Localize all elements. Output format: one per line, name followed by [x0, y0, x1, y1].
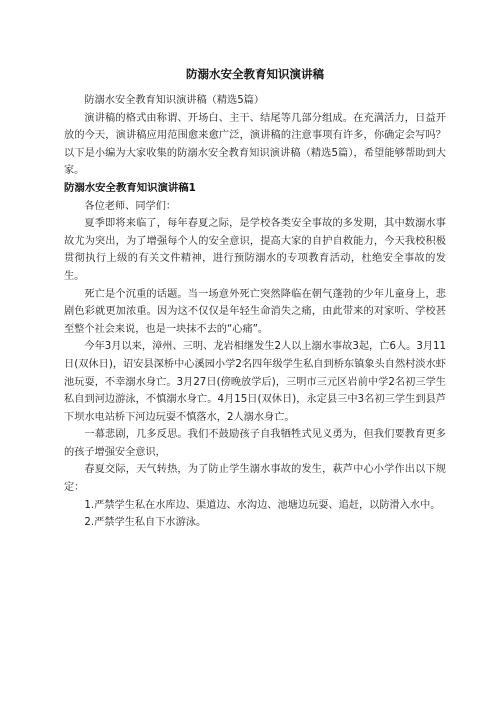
- body-paragraph: 夏季即将来临了，每年春夏之际，是学校各类安全事故的多发期，其中数溺水事故尤为突出，为了增强每个人的安全意识，提高大家的自护自救能力，今天我校积极贯彻执行上级的有关文件精神，进行预防溺水的专项教育活动，杜绝安全事故的发生。: [64, 218, 446, 282]
- rule-item: 1.严禁学生私在水库边、渠道边、水沟边、池塘边玩耍、追赶，以防滑入水中。: [84, 499, 441, 511]
- intro-paragraph: 演讲稿的格式由称谓、开场白、主干、结尾等几部分组成。在充满活力，日益开放的今天，演讲稿应用范围愈来愈广泛，演讲稿的注意事项有许多，你确定会写吗？以下是小编为大家收集的防溺水安全教育知识演讲稿（精选5篇），希望能够帮助到大家。: [64, 112, 446, 177]
- greeting-paragraph: 各位老师、同学们：: [84, 200, 177, 212]
- body-paragraph: 今年3月以来，漳州、三明、龙岩相继发生2人以上溺水事故3起，亡6人。3月11日(双休日)，诏安县深桥中心溪园小学2名四年级学生私自到桥东镇象头自然村淡水虾池玩耍，不幸溺水身亡。3月27日(傍晚放学后)，三明市三元区岩前中学2名初三学生私自到河边游泳，不慎溺水身亡。4月15日(双休日)，永定县三中3名初三学生到县芦下坝水电站桥下河边玩耍不慎落水，2人溺水身亡。: [64, 341, 446, 423]
- document-title: 防溺水安全教育知识演讲稿: [186, 67, 324, 81]
- intro-subtitle-paragraph: 防溺水安全教育知识演讲稿（精选5篇）: [84, 95, 265, 106]
- body-paragraph: 死亡是个沉重的话题。当一场意外死亡突然降临在朝气蓬勃的少年儿童身上，悲剧色彩就更加浓重。因为这不仅仅是年轻生命消失之痛，由此带来的对家听、学校甚至整个社会来说，也是一块抹不去的“心痛”。: [64, 288, 446, 335]
- body-paragraph: 一幕悲剧，几多反思。我们不鼓励孩子自我牺牲式见义勇为，但我们要教育更多的孩子增强安全意识，: [64, 429, 446, 458]
- body-paragraph: 春夏交际，天气转热，为了防止学生溺水事故的发生，萩芦中心小学作出以下规定：: [64, 464, 446, 494]
- section-heading: 防溺水安全教育知识演讲稿1: [64, 181, 196, 194]
- rule-item: 2.严禁学生私自下水游泳。: [84, 517, 207, 529]
